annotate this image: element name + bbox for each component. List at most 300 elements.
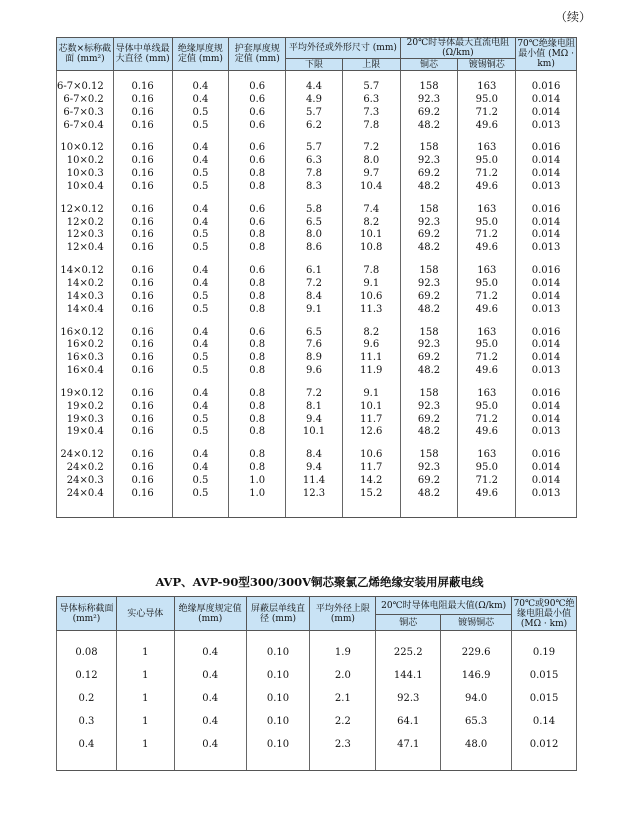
table-cell: 7.4 bbox=[342, 204, 400, 217]
table-cell: 49.6 bbox=[458, 304, 516, 317]
table-cell: 24×0.3 bbox=[57, 475, 114, 488]
table-cell: 0.8 bbox=[229, 168, 286, 181]
table-cell: 0.8 bbox=[229, 242, 286, 255]
spacer-cell bbox=[458, 132, 516, 142]
table-cell: 0.6 bbox=[229, 217, 286, 230]
table-cell: 0.5 bbox=[172, 426, 229, 439]
table-cell: 0.4 bbox=[172, 401, 229, 414]
spacer-cell bbox=[286, 194, 343, 204]
spacer-cell bbox=[116, 756, 174, 771]
table-cell: 0.6 bbox=[229, 204, 286, 217]
table-cell: 0.5 bbox=[172, 120, 229, 133]
table-cell: 0.6 bbox=[229, 327, 286, 340]
spacer-cell bbox=[458, 317, 516, 327]
header-resistance: 20℃时导体最大直流电阻 (Ω/km) bbox=[400, 38, 516, 59]
table-cell: 69.2 bbox=[400, 475, 458, 488]
header-sheath: 护套厚度规定值 (mm) bbox=[229, 38, 286, 71]
table-cell: 1.0 bbox=[229, 475, 286, 488]
spacer-cell bbox=[57, 756, 117, 771]
table-cell: 0.16 bbox=[113, 462, 172, 475]
table-cell: 0.4 bbox=[172, 388, 229, 401]
table-cell: 0.4 bbox=[172, 327, 229, 340]
spacer-cell bbox=[57, 255, 114, 265]
table-cell: 95.0 bbox=[458, 217, 516, 230]
table-cell: 0.8 bbox=[229, 181, 286, 194]
table-cell: 0.014 bbox=[516, 339, 577, 352]
table-cell: 24×0.4 bbox=[57, 488, 114, 501]
table-cell: 92.3 bbox=[400, 339, 458, 352]
table-cell: 16×0.3 bbox=[57, 352, 114, 365]
header-insulation-resistance: 70℃或90℃绝缘电阻最小值 (MΩ · km) bbox=[513, 598, 575, 629]
table-row bbox=[57, 687, 577, 710]
table-cell: 8.2 bbox=[342, 327, 400, 340]
table-cell: 6.3 bbox=[286, 155, 343, 168]
spacer-cell bbox=[229, 194, 286, 204]
spacer-cell bbox=[286, 71, 343, 82]
table-cell: 8.6 bbox=[286, 242, 343, 255]
table-cell: 2.0 bbox=[310, 664, 376, 687]
table-cell: 0.4 bbox=[172, 449, 229, 462]
table-cell: 49.6 bbox=[458, 365, 516, 378]
table-row bbox=[57, 365, 577, 378]
table-cell: 48.2 bbox=[400, 488, 458, 501]
spacer-cell bbox=[400, 378, 458, 388]
table-row bbox=[57, 414, 577, 427]
group-spacer bbox=[57, 132, 577, 142]
spacer-cell bbox=[172, 132, 229, 142]
table-cell: 7.2 bbox=[342, 142, 400, 155]
table-cell: 0.014 bbox=[516, 414, 577, 427]
table-cell: 0.013 bbox=[516, 426, 577, 439]
table-cell: 0.8 bbox=[229, 401, 286, 414]
table-cell: 48.2 bbox=[400, 304, 458, 317]
spacer-cell bbox=[57, 317, 114, 327]
spacer-cell bbox=[113, 378, 172, 388]
table-cell: 7.8 bbox=[342, 120, 400, 133]
table-cell: 0.6 bbox=[229, 94, 286, 107]
table-cell: 0.10 bbox=[246, 733, 310, 756]
table-cell: 1 bbox=[116, 664, 174, 687]
table-row bbox=[57, 291, 577, 304]
table-cell: 19×0.3 bbox=[57, 414, 114, 427]
table-cell: 0.4 bbox=[172, 204, 229, 217]
spacer-cell bbox=[342, 378, 400, 388]
table-cell: 158 bbox=[400, 142, 458, 155]
table-cell: 95.0 bbox=[458, 462, 516, 475]
table-cell: 0.10 bbox=[246, 710, 310, 733]
spacer-cell bbox=[342, 71, 400, 82]
table-cell: 0.4 bbox=[174, 687, 246, 710]
spacer-cell bbox=[174, 631, 246, 642]
table-cell: 95.0 bbox=[458, 94, 516, 107]
cable-spec-table bbox=[56, 37, 577, 518]
header-tinned-copper: 镀锡铜芯 bbox=[441, 615, 512, 631]
table-cell: 69.2 bbox=[400, 291, 458, 304]
table-cell: 0.16 bbox=[113, 449, 172, 462]
table-cell: 0.016 bbox=[516, 142, 577, 155]
table-cell: 158 bbox=[400, 449, 458, 462]
table-cell: 229.6 bbox=[441, 641, 512, 664]
table-cell: 48.2 bbox=[400, 120, 458, 133]
table-cell: 0.16 bbox=[113, 365, 172, 378]
table-cell: 0.16 bbox=[113, 81, 172, 94]
table-cell: 0.16 bbox=[113, 339, 172, 352]
table-cell: 0.8 bbox=[229, 388, 286, 401]
spacer-cell bbox=[57, 132, 114, 142]
table-cell: 146.9 bbox=[441, 664, 512, 687]
table-cell: 9.4 bbox=[286, 414, 343, 427]
spacer-cell bbox=[172, 317, 229, 327]
table-cell: 0.013 bbox=[516, 304, 577, 317]
table-cell: 69.2 bbox=[400, 107, 458, 120]
table-cell: 158 bbox=[400, 81, 458, 94]
table-cell: 0.5 bbox=[172, 475, 229, 488]
table-cell: 0.16 bbox=[113, 488, 172, 501]
table-cell: 0.013 bbox=[516, 365, 577, 378]
group-spacer bbox=[57, 255, 577, 265]
table-cell: 48.2 bbox=[400, 181, 458, 194]
table-cell: 92.3 bbox=[376, 687, 441, 710]
spacer-cell bbox=[286, 255, 343, 265]
table-cell: 95.0 bbox=[458, 401, 516, 414]
table-cell: 1 bbox=[116, 710, 174, 733]
spacer-cell bbox=[113, 317, 172, 327]
table-row bbox=[57, 488, 577, 501]
group-spacer bbox=[57, 71, 577, 82]
table-row bbox=[57, 462, 577, 475]
table-cell: 0.014 bbox=[516, 278, 577, 291]
spacer-cell bbox=[342, 255, 400, 265]
table-cell: 0.014 bbox=[516, 94, 577, 107]
table-cell: 0.4 bbox=[174, 641, 246, 664]
table-cell: 6-7×0.4 bbox=[57, 120, 114, 133]
spacer-cell bbox=[458, 501, 516, 518]
table-cell: 95.0 bbox=[458, 339, 516, 352]
table-cell: 0.4 bbox=[172, 155, 229, 168]
table-cell: 64.1 bbox=[376, 710, 441, 733]
table-cell: 9.7 bbox=[342, 168, 400, 181]
table-cell: 71.2 bbox=[458, 291, 516, 304]
table-cell: 8.9 bbox=[286, 352, 343, 365]
table-cell: 10.1 bbox=[286, 426, 343, 439]
table-cell: 0.16 bbox=[113, 426, 172, 439]
table-cell: 0.16 bbox=[113, 120, 172, 133]
spacer-cell bbox=[512, 756, 577, 771]
spacer-cell bbox=[286, 132, 343, 142]
spacer-cell bbox=[113, 194, 172, 204]
group-spacer bbox=[57, 317, 577, 327]
table-cell: 0.4 bbox=[174, 710, 246, 733]
header-lower: 下限 bbox=[286, 59, 343, 71]
table-cell: 0.5 bbox=[172, 414, 229, 427]
table-cell: 0.8 bbox=[229, 304, 286, 317]
spacer-cell bbox=[400, 71, 458, 82]
table-cell: 0.16 bbox=[113, 242, 172, 255]
spacer-cell bbox=[229, 439, 286, 449]
table-cell: 11.1 bbox=[342, 352, 400, 365]
table-cell: 0.014 bbox=[516, 229, 577, 242]
table-cell: 0.16 bbox=[113, 265, 172, 278]
table-cell: 92.3 bbox=[400, 401, 458, 414]
table-row bbox=[57, 327, 577, 340]
table-cell: 163 bbox=[458, 388, 516, 401]
table-cell: 2.2 bbox=[310, 710, 376, 733]
table-cell: 0.014 bbox=[516, 168, 577, 181]
header-wire-diameter: 导体中单线最大直径 (mm) bbox=[113, 38, 172, 71]
table-row bbox=[57, 449, 577, 462]
table-row bbox=[57, 278, 577, 291]
table-cell: 158 bbox=[400, 327, 458, 340]
spacer-cell bbox=[229, 378, 286, 388]
table-cell: 5.7 bbox=[342, 81, 400, 94]
table-row bbox=[57, 664, 577, 687]
table-cell: 71.2 bbox=[458, 168, 516, 181]
table-cell: 0.10 bbox=[246, 641, 310, 664]
table-cell: 69.2 bbox=[400, 168, 458, 181]
table-row bbox=[57, 733, 577, 756]
table-cell: 0.16 bbox=[113, 401, 172, 414]
table-cell: 11.3 bbox=[342, 304, 400, 317]
table-cell: 10.1 bbox=[342, 401, 400, 414]
table-cell: 48.2 bbox=[400, 365, 458, 378]
table-cell: 24×0.2 bbox=[57, 462, 114, 475]
table-row bbox=[57, 710, 577, 733]
spacer-cell bbox=[113, 132, 172, 142]
table-cell: 0.2 bbox=[57, 687, 117, 710]
table-cell: 0.6 bbox=[229, 265, 286, 278]
spacer-cell bbox=[516, 317, 577, 327]
table-cell: 12×0.3 bbox=[57, 229, 114, 242]
table-cell: 0.015 bbox=[512, 687, 577, 710]
table-cell: 69.2 bbox=[400, 414, 458, 427]
table-cell: 1 bbox=[116, 687, 174, 710]
spacer-cell bbox=[286, 378, 343, 388]
table-cell: 49.6 bbox=[458, 181, 516, 194]
spacer-cell bbox=[400, 255, 458, 265]
table-cell: 0.014 bbox=[516, 155, 577, 168]
spacer-cell bbox=[57, 378, 114, 388]
table-cell: 0.5 bbox=[172, 107, 229, 120]
table-cell: 7.2 bbox=[286, 278, 343, 291]
table-cell: 9.1 bbox=[342, 278, 400, 291]
table-cell: 8.1 bbox=[286, 401, 343, 414]
table-row bbox=[57, 204, 577, 217]
table-row bbox=[57, 155, 577, 168]
table-cell: 10×0.3 bbox=[57, 168, 114, 181]
table-cell: 163 bbox=[458, 204, 516, 217]
table-cell: 19×0.2 bbox=[57, 401, 114, 414]
spacer-cell bbox=[342, 317, 400, 327]
spacer-cell bbox=[229, 255, 286, 265]
table-cell: 6.5 bbox=[286, 327, 343, 340]
spacer-cell bbox=[310, 631, 376, 642]
spacer-cell bbox=[516, 194, 577, 204]
table-cell: 71.2 bbox=[458, 414, 516, 427]
table-cell: 0.6 bbox=[229, 81, 286, 94]
table2-title: AVP、AVP-90型300/300V铜芯聚氯乙烯绝缘安装用屏蔽电线 bbox=[155, 575, 484, 589]
table-cell: 8.0 bbox=[286, 229, 343, 242]
spacer-cell bbox=[441, 756, 512, 771]
table-cell: 0.5 bbox=[172, 365, 229, 378]
table-cell: 0.8 bbox=[229, 278, 286, 291]
table-cell: 163 bbox=[458, 265, 516, 278]
header-insulation-resistance: 70℃绝缘电阻最小值 (MΩ · km) bbox=[517, 39, 575, 69]
table-cell: 71.2 bbox=[458, 107, 516, 120]
table-cell: 0.16 bbox=[113, 327, 172, 340]
table-cell: 0.8 bbox=[229, 339, 286, 352]
table-cell: 12.6 bbox=[342, 426, 400, 439]
table-cell: 92.3 bbox=[400, 462, 458, 475]
table-cell: 0.5 bbox=[172, 229, 229, 242]
table-row bbox=[57, 181, 577, 194]
table-cell: 0.16 bbox=[113, 94, 172, 107]
table-cell: 5.8 bbox=[286, 204, 343, 217]
table-cell: 49.6 bbox=[458, 242, 516, 255]
table-cell: 9.4 bbox=[286, 462, 343, 475]
table-cell: 0.5 bbox=[172, 181, 229, 194]
table-cell: 47.1 bbox=[376, 733, 441, 756]
table-cell: 0.16 bbox=[113, 142, 172, 155]
table-cell: 0.5 bbox=[172, 304, 229, 317]
table-cell: 0.014 bbox=[516, 462, 577, 475]
table-cell: 0.5 bbox=[172, 291, 229, 304]
table-cell: 0.8 bbox=[229, 352, 286, 365]
header-insulation: 绝缘厚度规定值 (mm) bbox=[174, 597, 246, 631]
table-cell: 10.6 bbox=[342, 291, 400, 304]
table-cell: 7.6 bbox=[286, 339, 343, 352]
spacer-cell bbox=[458, 194, 516, 204]
spacer-cell bbox=[516, 439, 577, 449]
table-cell: 16×0.12 bbox=[57, 327, 114, 340]
header-solid-conductor: 实心导体 bbox=[116, 597, 174, 631]
table-cell: 0.4 bbox=[57, 733, 117, 756]
header-resistance: 20℃时导体电阻最大值(Ω/km) bbox=[376, 597, 512, 615]
table-cell: 0.4 bbox=[172, 278, 229, 291]
table-cell: 0.5 bbox=[172, 242, 229, 255]
table-cell: 0.013 bbox=[516, 120, 577, 133]
table-cell: 10.4 bbox=[342, 181, 400, 194]
table-row bbox=[57, 120, 577, 133]
table-cell: 158 bbox=[400, 204, 458, 217]
table-cell: 0.014 bbox=[516, 352, 577, 365]
table-cell: 0.012 bbox=[512, 733, 577, 756]
table-cell: 0.16 bbox=[113, 168, 172, 181]
table-cell: 0.10 bbox=[246, 687, 310, 710]
table-cell: 0.4 bbox=[172, 142, 229, 155]
table-cell: 11.4 bbox=[286, 475, 343, 488]
table-row bbox=[57, 107, 577, 120]
header-copper: 铜芯 bbox=[400, 59, 458, 71]
table-cell: 10×0.4 bbox=[57, 181, 114, 194]
table-cell: 10.1 bbox=[342, 229, 400, 242]
header-outer-diameter: 平均外径或外形尺寸 (mm) bbox=[286, 38, 401, 59]
table-cell: 4.9 bbox=[286, 94, 343, 107]
table-cell: 65.3 bbox=[441, 710, 512, 733]
table-cell: 6.5 bbox=[286, 217, 343, 230]
spacer-cell bbox=[57, 71, 114, 82]
spacer-cell bbox=[376, 631, 441, 642]
table-cell: 5.7 bbox=[286, 107, 343, 120]
spacer-cell bbox=[376, 756, 441, 771]
table-cell: 0.16 bbox=[113, 204, 172, 217]
table-cell: 7.8 bbox=[286, 168, 343, 181]
table-row bbox=[57, 641, 577, 664]
table-cell: 0.12 bbox=[57, 664, 117, 687]
spacer-cell bbox=[57, 631, 117, 642]
spacer-cell bbox=[229, 71, 286, 82]
header-shield-wire: 屏蔽层单线直径 (mm) bbox=[246, 597, 310, 631]
table-cell: 0.5 bbox=[172, 488, 229, 501]
table-cell: 163 bbox=[458, 142, 516, 155]
table-cell: 8.0 bbox=[342, 155, 400, 168]
table-row bbox=[57, 142, 577, 155]
table-cell: 158 bbox=[400, 388, 458, 401]
table-cell: 0.16 bbox=[113, 217, 172, 230]
spacer-cell bbox=[172, 255, 229, 265]
table-cell: 12.3 bbox=[286, 488, 343, 501]
table-row bbox=[57, 426, 577, 439]
table-cell: 0.8 bbox=[229, 229, 286, 242]
spacer-cell bbox=[516, 132, 577, 142]
spacer-cell bbox=[512, 631, 577, 642]
table-cell: 8.4 bbox=[286, 291, 343, 304]
table-cell: 163 bbox=[458, 81, 516, 94]
table-end-spacer bbox=[57, 756, 577, 771]
table-cell: 0.4 bbox=[172, 462, 229, 475]
group-spacer bbox=[57, 631, 577, 642]
table-cell: 0.016 bbox=[516, 204, 577, 217]
table-cell: 9.1 bbox=[342, 388, 400, 401]
table-cell: 0.10 bbox=[246, 664, 310, 687]
table-cell: 16×0.4 bbox=[57, 365, 114, 378]
spacer-cell bbox=[172, 378, 229, 388]
spacer-cell bbox=[172, 71, 229, 82]
table-cell: 0.016 bbox=[516, 449, 577, 462]
spacer-cell bbox=[113, 71, 172, 82]
table-cell: 0.6 bbox=[229, 155, 286, 168]
table-cell: 0.6 bbox=[229, 120, 286, 133]
table-cell: 48.0 bbox=[441, 733, 512, 756]
table-cell: 71.2 bbox=[458, 229, 516, 242]
table-cell: 0.016 bbox=[516, 388, 577, 401]
table-cell: 16×0.2 bbox=[57, 339, 114, 352]
table-cell: 7.8 bbox=[342, 265, 400, 278]
table-cell: 0.8 bbox=[229, 291, 286, 304]
table-cell: 7.2 bbox=[286, 388, 343, 401]
table-row bbox=[57, 168, 577, 181]
spacer-cell bbox=[400, 501, 458, 518]
table-cell: 0.16 bbox=[113, 475, 172, 488]
table-cell: 49.6 bbox=[458, 488, 516, 501]
table-cell: 0.013 bbox=[516, 488, 577, 501]
spacer-cell bbox=[57, 194, 114, 204]
table-cell: 71.2 bbox=[458, 352, 516, 365]
table-cell: 163 bbox=[458, 327, 516, 340]
table-cell: 0.16 bbox=[113, 414, 172, 427]
table-cell: 7.3 bbox=[342, 107, 400, 120]
shielded-wire-table bbox=[56, 596, 577, 771]
table-cell: 24×0.12 bbox=[57, 449, 114, 462]
table-cell: 2.1 bbox=[310, 687, 376, 710]
table-cell: 144.1 bbox=[376, 664, 441, 687]
table-cell: 48.2 bbox=[400, 426, 458, 439]
spacer-cell bbox=[113, 255, 172, 265]
spacer-cell bbox=[342, 439, 400, 449]
table-cell: 9.6 bbox=[342, 339, 400, 352]
spacer-cell bbox=[342, 194, 400, 204]
table-cell: 0.16 bbox=[113, 388, 172, 401]
table-cell: 0.16 bbox=[113, 155, 172, 168]
